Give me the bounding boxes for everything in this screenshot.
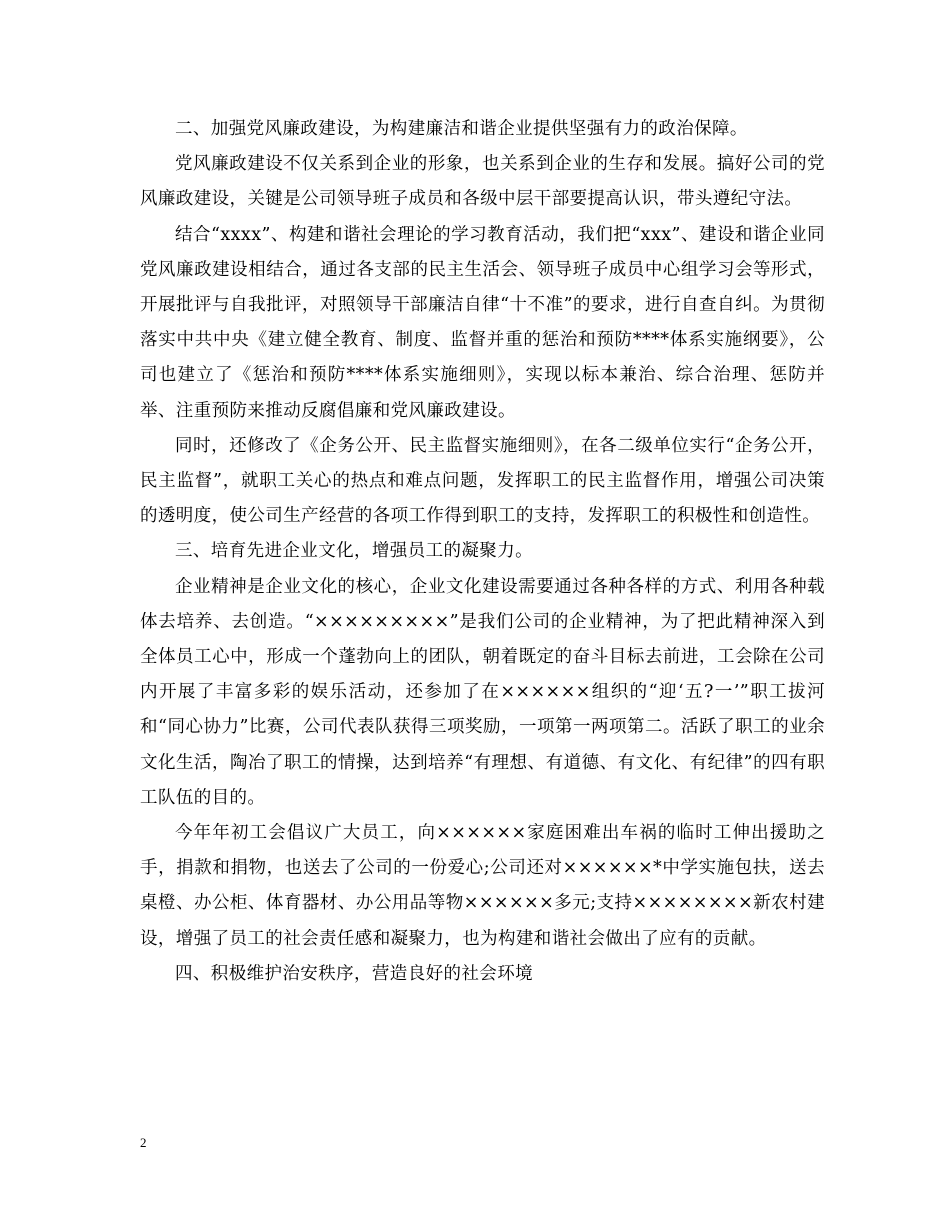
body-paragraph: 结合“xxxx”、构建和谐社会理论的学习教育活动，我们把“xxx”、建设和谐企业同党风廉政建设相结合，通过各支部的民主生活会、领导班子成员中心组学习会等形式，开展批评与自我批评，对照领导干部廉洁自律“十不准”的要求，进行自查自纠。为贯彻落实中共中央《建立健全教育、制度、监督并重的惩治和预防****体系实施纲要》，公司也建立了《惩治和预防****体系实施细则》，实现以标本兼治、综合治理、惩防并举、注重预防来推动反腐倡廉和党风廉政建设。 <box>140 224 825 421</box>
body-paragraph: 党风廉政建设不仅关系到企业的形象，也关系到企业的生存和发展。搞好公司的党风廉政建设，关键是公司领导班子成员和各级中层干部要提高认识，带头遵纪守法。 <box>140 154 825 210</box>
document-body <box>140 112 825 992</box>
section-heading-3: 三、培育先进企业文化，增强员工的凝聚力。 <box>175 541 533 562</box>
body-paragraph: 企业精神是企业文化的核心，企业文化建设需要通过各种各样的方式、利用各种载体去培养、去创造。“×××××××××”是我们公司的企业精神，为了把此精神深入到全体员工心中，形成一个蓬勃向上的团队，朝着既定的奋斗目标去前进，工会除在公司内开展了丰富多彩的娱乐活动，还参加了在××××××组织的“迎‘五?一’”职工拔河和“同心协力”比赛，公司代表队获得三项奖励，一项第一两项第二。活跃了职工的业余文化生活，陶冶了职工的情操，达到培养“有理想、有道德、有文化、有纪律”的四有职工队伍的目的。 <box>140 576 825 808</box>
page-number: 2 <box>140 1135 147 1150</box>
body-paragraph: 今年年初工会倡议广大员工，向××××××家庭困难出车祸的临时工伸出援助之手，捐款和捐物，也送去了公司的一份爱心;公司还对××××××*中学实施包扶，送去桌橙、办公柜、体育器材、办公用品等物××××××多元;支持××××××××新农村建设，增强了员工的社会责任感和凝聚力，也为构建和谐社会做出了应有的贡献。 <box>140 823 825 949</box>
body-paragraph: 同时，还修改了《企务公开、民主监督实施细则》，在各二级单位实行“企务公开，民主监督”，就职工关心的热点和难点问题，发挥职工的民主监督作用，增强公司决策的透明度，使公司生产经营的各项工作得到职工的支持，发挥职工的积极性和创造性。 <box>140 435 825 527</box>
section-heading-2: 二、加强党风廉政建设，为构建廉洁和谐企业提供坚强有力的政治保障。 <box>175 119 748 139</box>
section-heading-4: 四、积极维护治安秩序，营造良好的社会环境 <box>175 963 533 984</box>
